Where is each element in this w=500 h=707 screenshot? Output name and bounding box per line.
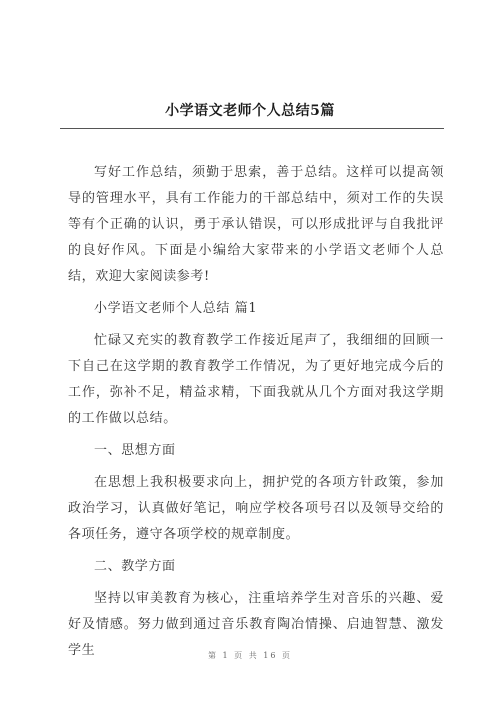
section-heading-thought: 一、思想方面 [94, 443, 176, 458]
section-heading-teaching: 二、教学方面 [94, 559, 176, 574]
intro-paragraph: 写好工作总结，须勤于思索，善于总结。这样可以提高领导的管理水平，具有工作能力的干部总结中，须对工作的失误等有个正确的认识，勇于承认错误，可以形成批评与自我批评的良好作风。下面是小编给大家带来的小学语文老师个人总结，欢迎大家阅读参考! [68, 165, 444, 284]
body-paragraph: 忙碌又充实的教育教学工作接近尾声了，我细细的回顾一下自己在这学期的教育教学工作情况，为了更好地完成今后的工作，弥补不足，精益求精，下面我就从几个方面对我这学期的工作做以总结。 [68, 333, 444, 426]
page-footer: 第 1 页 共 16 页 [208, 651, 292, 660]
section-title: 小学语文老师个人总结 篇1 [94, 301, 258, 316]
document-body [68, 160, 444, 670]
document-title: 小学语文老师个人总结5篇 [165, 103, 335, 119]
title-divider [60, 128, 444, 129]
body-paragraph: 在思想上我积极要求向上，拥护党的各项方针政策，参加政治学习，认真做好笔记，响应学校各项号召以及领导交给的各项任务，遵守各项学校的规章制度。 [68, 475, 444, 542]
body-paragraph: 坚持以审美教育为核心，注重培养学生对音乐的兴趣、爱好及情感。努力做到通过音乐教育陶冶情操、启迪智慧、激发学生 [68, 591, 444, 658]
